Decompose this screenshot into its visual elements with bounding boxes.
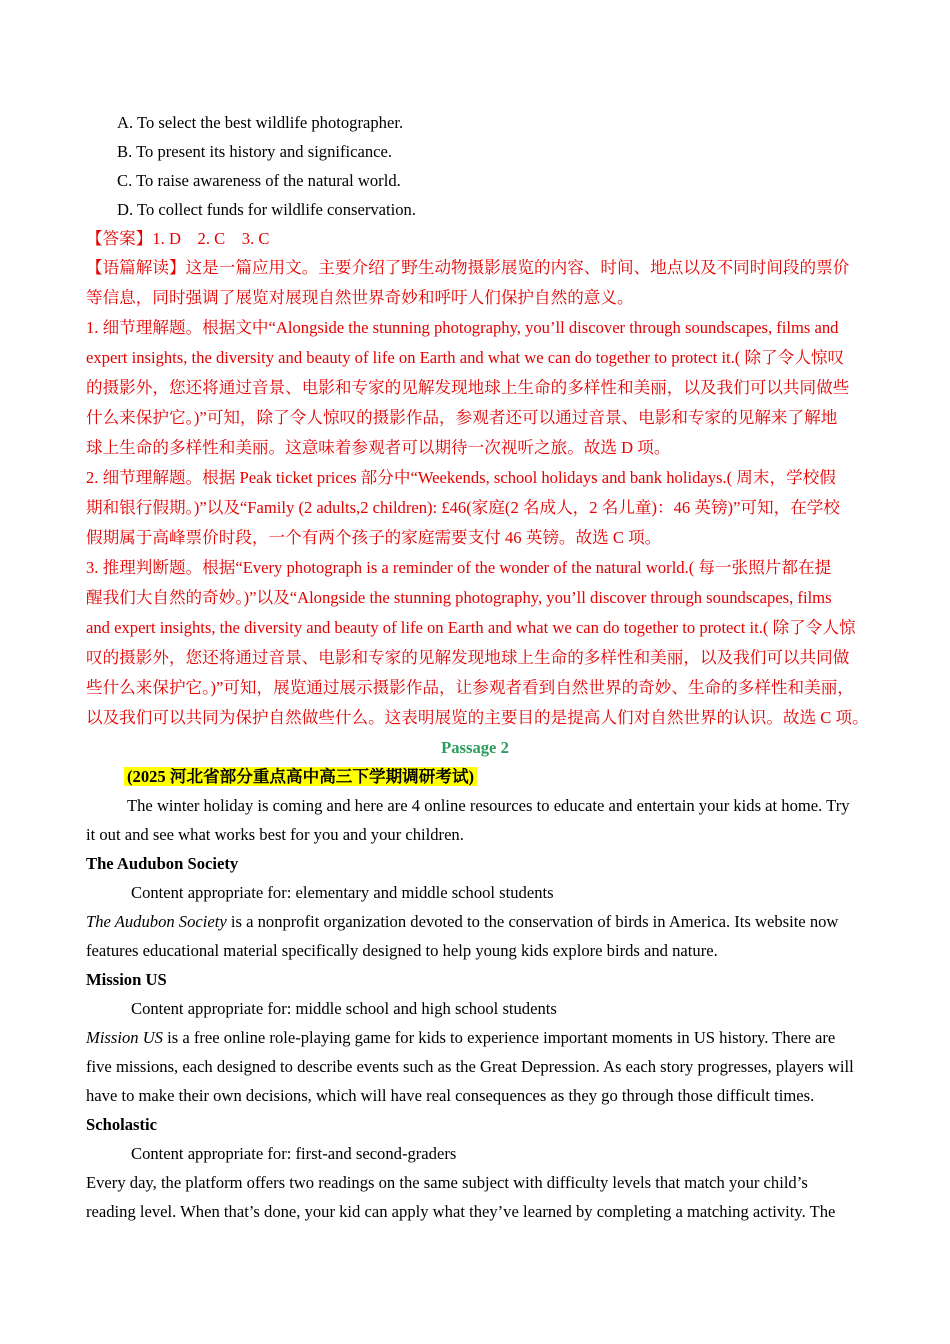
- q1-explanation-line: 1. 细节理解题。根据文中“Alongside the stunning photography, you’ll discover through soundscapes, films and: [86, 318, 839, 337]
- q3-explanation-line: 以及我们可以共同为保护自然做些什么。这表明展览的主要目的是提高人们对自然世界的认识。故选 C 项。: [86, 708, 869, 727]
- audience-line: Content appropriate for: first-and second-graders: [131, 1144, 457, 1163]
- description-text: is a free online role-playing game for kids to experience important moments in US history. There are: [162, 1028, 836, 1047]
- audience-line: Content appropriate for: elementary and middle school students: [131, 883, 554, 902]
- q2-explanation-line: 2. 细节理解题。根据 Peak ticket prices 部分中“Weekends, school holidays and bank holidays.( 周末，学校假: [86, 468, 836, 487]
- analysis-summary-line: 等信息，同时强调了展览对展现自然世界奇妙和呼吁人们保护自然的意义。: [86, 288, 634, 307]
- q1-explanation-line: 球上生命的多样性和美丽。这意味着参观者可以期待一次视听之旅。故选 D 项。: [86, 438, 671, 457]
- resource-description-line: five missions, each designed to describe events such as the Great Depression. As each story progresses, players will: [86, 1057, 854, 1076]
- passage-block: [86, 733, 872, 1226]
- q3-explanation-line: 3. 推理判断题。根据“Every photograph is a reminder of the wonder of the natural world.( 每一张照片都在提: [86, 558, 832, 577]
- passage-heading: Passage 2: [441, 738, 509, 757]
- resource-title: Scholastic: [86, 1115, 157, 1134]
- q1-explanation-line: expert insights, the diversity and beauty of life on Earth and what we can do together to protect it.( 除了令人惊叹: [86, 348, 845, 367]
- resource-audubon: [86, 849, 872, 965]
- q2-explanation-line: 假期属于高峰票价时段，一个有两个孩子的家庭需要支付 46 英镑。故选 C 项。: [86, 528, 662, 547]
- resource-title: Mission US: [86, 970, 167, 989]
- resource-description-line: [86, 907, 872, 936]
- answer-line: 【答案】1. D 2. C 3. C: [86, 229, 270, 248]
- resource-mission-us: [86, 965, 872, 1110]
- resource-scholastic: [86, 1110, 872, 1226]
- italic-lead: Mission US: [86, 1028, 163, 1047]
- intro-line: The winter holiday is coming and here are 4 online resources to educate and entertain your kids at home. Try: [127, 796, 850, 815]
- source-line: [86, 762, 872, 791]
- intro-line: it out and see what works best for you and your children.: [86, 825, 464, 844]
- option-c: C. To raise awareness of the natural world.: [117, 171, 401, 190]
- resource-description-line: reading level. When that’s done, your kid can apply what they’ve learned by completing a matching activity. The: [86, 1202, 836, 1221]
- q3-explanation-line: 些什么来保护它。)”可知，展览通过展示摄影作品，让参观者看到自然世界的奇妙、生命的多样性和美丽，: [86, 678, 854, 697]
- resource-title: The Audubon Society: [86, 854, 239, 873]
- q3-explanation-line: and expert insights, the diversity and beauty of life on Earth and what we can do together to protect it.( 除了令人惊: [86, 618, 856, 637]
- description-text: is a nonprofit organization devoted to the conservation of birds in America. Its website now: [226, 912, 839, 931]
- audience-line: Content appropriate for: middle school and high school students: [131, 999, 557, 1018]
- question-options: [86, 108, 872, 253]
- q3-explanation-line: 叹的摄影外，您还将通过音景、电影和专家的见解发现地球上生命的多样性和美丽，以及我们可以共同做: [86, 648, 850, 667]
- option-d: D. To collect funds for wildlife conservation.: [117, 200, 416, 219]
- analysis-summary-line: 【语篇解读】这是一篇应用文。主要介绍了野生动物摄影展览的内容、时间、地点以及不同时间段的票价: [86, 258, 850, 277]
- q1-explanation: [86, 313, 872, 463]
- q1-explanation-line: 的摄影外，您还将通过音景、电影和专家的见解发现地球上生命的多样性和美丽，以及我们可以共同做些: [86, 378, 850, 397]
- resource-description-line: Every day, the platform offers two readings on the same subject with difficulty levels that match your child’s: [86, 1173, 808, 1192]
- option-a: A. To select the best wildlife photographer.: [117, 113, 404, 132]
- resource-description-line: have to make their own decisions, which will have real consequences as they go through those difficult times.: [86, 1086, 815, 1105]
- source-highlight: (2025 河北省部分重点高中高三下学期调研考试): [124, 767, 477, 786]
- q3-explanation: [86, 553, 872, 733]
- q2-explanation-line: 期和银行假期。)”以及“Family (2 adults,2 children): £46(家庭(2 名成人，2 名儿童)：46 英镑)”可知，在学校: [86, 498, 840, 517]
- q2-explanation: [86, 463, 872, 553]
- q1-explanation-line: 什么来保护它。)”可知，除了令人惊叹的摄影作品，参观者还可以通过音景、电影和专家的见解来了解地: [86, 408, 838, 427]
- resource-description-line: [86, 1023, 872, 1052]
- q3-explanation-line: 醒我们大自然的奇妙。)”以及“Alongside the stunning photography, you’ll discover through soundscapes, films: [86, 588, 832, 607]
- option-b: B. To present its history and significance.: [117, 142, 393, 161]
- analysis-block: [86, 253, 872, 733]
- analysis-summary: [86, 253, 872, 313]
- italic-lead: The Audubon Society: [86, 912, 227, 931]
- resource-description-line: features educational material specifically designed to help young kids explore birds and nature.: [86, 941, 718, 960]
